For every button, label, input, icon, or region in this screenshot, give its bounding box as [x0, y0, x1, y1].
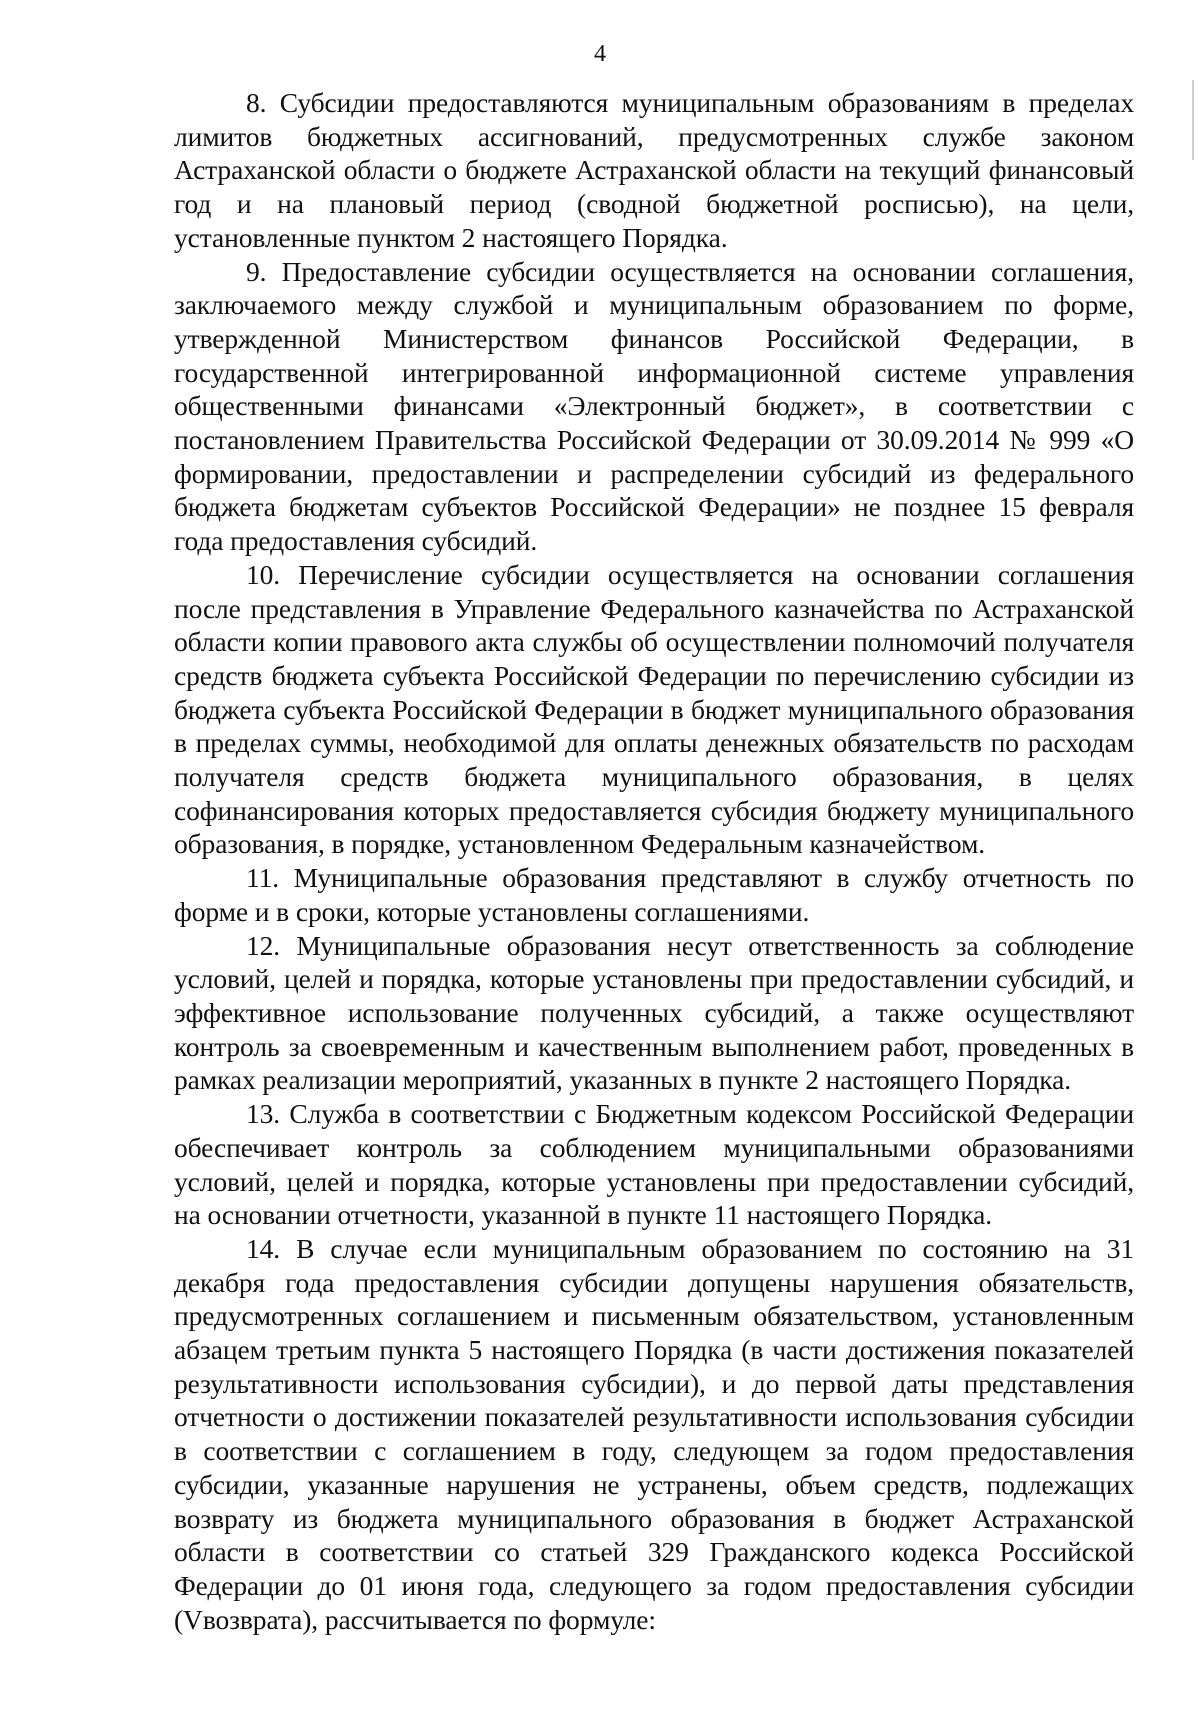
paragraph-13: 13. Служба в соответствии с Бюджетным кодексом Российской Федерации обеспечивает контроль за соблюдением муниципальными образованиями условий, целей и порядка, которые установлены при предоставлении субсидий, на основании отчетности, указанной в пункте 11 настоящего Порядка. [174, 1098, 1134, 1231]
paragraph-14: 14. В случае если муниципальным образованием по состоянию на 31 декабря года предоставления субсидии допущены нарушения обязательств, предусмотренных соглашением и письменным обязательством, установленным абзацем третьим пункта 5 настоящего Порядка (в части достижения показателей результативности использования субсидии), и до первой даты представления отчетности о достижении показателей результативности использования субсидии в соответствии с соглашением в году, следующем за годом предоставления субсидии, указанные нарушения не устранены, объем средств, подлежащих возврату из бюджета муниципального образования в бюджет Астраханской области в соответствии со статьей 329 Гражданского кодекса Российской Федерации до 01 июня года, следующего за годом предоставления субсидии (Vвозврата), рассчитывается по формуле: [174, 1232, 1134, 1635]
page-number: 4 [594, 41, 606, 67]
scan-edge-mark [1192, 80, 1194, 160]
paragraph-12: 12. Муниципальные образования несут ответственность за соблюдение условий, целей и порядка, которые установлены при предоставлении субсидий, и эффективное использование полученных субсидий, а также осуществляют контроль за своевременным и качественным выполнением работ, проведенных в рамках реализации мероприятий, указанных в пункте 2 настоящего Порядка. [174, 929, 1134, 1096]
paragraph-8: 8. Субсидии предоставляются муниципальным образованиям в пределах лимитов бюджетных ассигнований, предусмотренных службе законом Астраханской области о бюджете Астраханской области на текущий финансовый год и на плановый период (сводной бюджетной росписью), на цели, установленные пунктом 2 настоящего Порядка. [174, 87, 1134, 253]
paragraph-9: 9. Предоставление субсидии осуществляется на основании соглашения, заключаемого между службой и муниципальным образованием по форме, утвержденной Министерством финансов Российской Федерации, в государственной интегрированной информационной системе управления общественными финансами «Электронный бюджет», в соответствии с постановлением Правительства Российской Федерации от 30.09.2014 № 999 «О формировании, предоставлении и распределении субсидий из федерального бюджета бюджетам субъектов Российской Федерации» не позднее 15 февраля года предоставления субсидий. [174, 255, 1134, 557]
document-body [174, 86, 1134, 1636]
paragraph-10: 10. Перечисление субсидии осуществляется на основании соглашения после представления в Управление Федерального казначейства по Астраханской области копии правового акта службы об осуществлении полномочий получателя средств бюджета субъекта Российской Федерации по перечислению субсидии из бюджета субъекта Российской Федерации в бюджет муниципального образования в пределах суммы, необходимой для оплаты денежных обязательств по расходам получателя средств бюджета муниципального образования, в целях софинансирования которых предоставляется субсидия бюджету муниципального образования, в порядке, установленном Федеральным казначейством. [174, 558, 1134, 860]
paragraph-11: 11. Муниципальные образования представляют в службу отчетность по форме и в сроки, которые установлены соглашениями. [174, 862, 1134, 927]
